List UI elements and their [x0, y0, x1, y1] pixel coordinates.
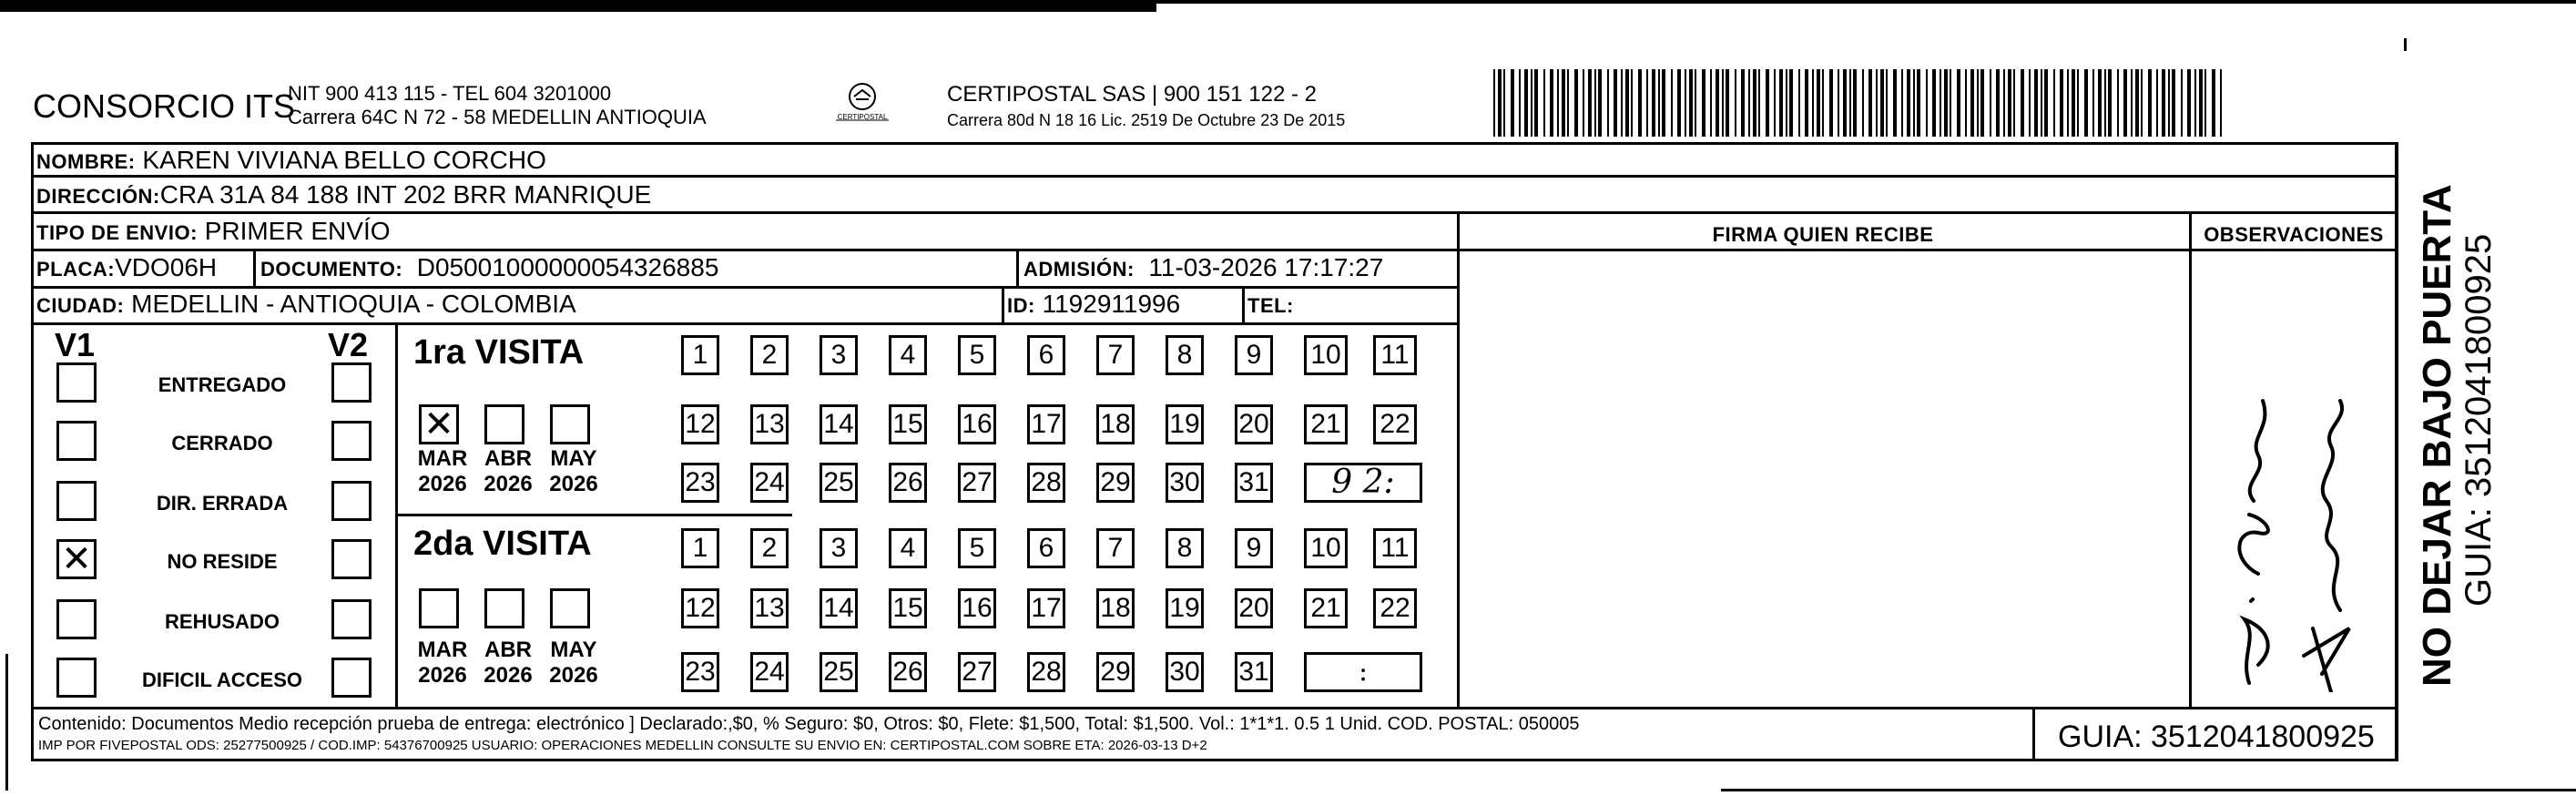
first-day-1[interactable]: 1: [681, 335, 719, 375]
status-label-5: DIFICIL ACCESO: [141, 668, 302, 691]
first-day-12[interactable]: 12: [681, 404, 719, 444]
company-info: [288, 82, 707, 129]
second-day-4[interactable]: 4: [889, 528, 927, 568]
carrier-license: Carrera 80d N 18 16 Lic. 2519 De Octubre 23 De 2015: [947, 111, 1346, 129]
id-row: [1007, 290, 1180, 321]
second-day-21[interactable]: 21: [1304, 588, 1348, 628]
second-month-label-1: [481, 638, 535, 689]
first-day-13[interactable]: 13: [750, 404, 789, 444]
second-day-26[interactable]: 26: [889, 652, 927, 692]
admision-value: 11-03-2026 17:17:27: [1148, 253, 1384, 281]
carrier-nit: CERTIPOSTAL SAS | 900 151 122 - 2: [947, 82, 1317, 107]
month-year: 2026: [484, 472, 533, 496]
second-day-27[interactable]: 27: [958, 652, 996, 692]
second-day-15[interactable]: 15: [889, 588, 927, 628]
first-day-4[interactable]: 4: [889, 335, 927, 375]
v1-checkbox-0[interactable]: [56, 362, 97, 403]
month-name: ABR: [484, 638, 532, 662]
first-day-2[interactable]: 2: [750, 335, 789, 375]
first-day-9[interactable]: 9: [1235, 335, 1273, 375]
month-name: MAY: [550, 638, 597, 662]
footer-content: Contenido: Documentos Medio recepción prueba de entrega: electrónico ] Declarado:,$0, % Seguro: $0, Otros: $0, Flete: $1,500, Total: $1,500. Vol.: 1*1*1. 0.5 1 Unid. COD. POSTAL: 050005: [38, 714, 1580, 734]
logo-text: CERTIPOSTAL: [837, 113, 888, 121]
ciudad-label: CIUDAD:: [36, 294, 125, 317]
v2-checkbox-1[interactable]: [331, 421, 372, 461]
first-day-11[interactable]: 11: [1373, 335, 1417, 375]
ciudad-row: [36, 290, 576, 321]
first-day-3[interactable]: 3: [820, 335, 858, 375]
v2-checkbox-2[interactable]: [331, 481, 372, 521]
barcode: [1493, 69, 2222, 137]
tel-row: [1247, 290, 1294, 321]
top-border-band: [0, 0, 1156, 12]
month-year: 2026: [418, 663, 467, 688]
v2-checkbox-5[interactable]: [331, 658, 372, 698]
first-day-19[interactable]: 19: [1166, 404, 1204, 444]
second-day-3[interactable]: 3: [820, 528, 858, 568]
month-name: ABR: [484, 446, 532, 471]
first-day-14[interactable]: 14: [820, 404, 858, 444]
first-month-checkbox-2[interactable]: [550, 404, 590, 444]
company-nit: NIT 900 413 115 - TEL 604 3201000: [288, 82, 612, 105]
v2-checkbox-3[interactable]: [331, 539, 372, 579]
company-address: Carrera 64C N 72 - 58 MEDELLIN ANTIOQUIA: [288, 106, 707, 128]
first-day-28[interactable]: 28: [1027, 463, 1065, 503]
v1-checkbox-1[interactable]: [56, 421, 97, 461]
direccion-row: [36, 180, 651, 211]
month-name: MAR: [417, 446, 468, 471]
second-day-24[interactable]: 24: [750, 652, 789, 692]
second-day-23[interactable]: 23: [681, 652, 719, 692]
status-label-0: ENTREGADO: [158, 373, 287, 396]
first-day-30[interactable]: 30: [1166, 463, 1204, 503]
second-day-22[interactable]: 22: [1373, 588, 1417, 628]
second-month-label-0: [415, 638, 470, 689]
documento-row: [260, 253, 718, 284]
second-day-10[interactable]: 10: [1304, 528, 1348, 568]
first-day-6[interactable]: 6: [1027, 335, 1065, 375]
second-day-14[interactable]: 14: [820, 588, 858, 628]
observaciones-label: OBSERVACIONES: [2204, 223, 2384, 246]
second-day-2[interactable]: 2: [750, 528, 789, 568]
month-year: 2026: [484, 663, 533, 688]
second-day-6[interactable]: 6: [1027, 528, 1065, 568]
second-month-label-2: [546, 638, 601, 689]
first-day-31[interactable]: 31: [1235, 463, 1273, 503]
month-year: 2026: [418, 472, 467, 496]
status-label-1: CERRADO: [171, 432, 273, 454]
second-month-checkbox-2[interactable]: [550, 588, 590, 628]
first-day-25[interactable]: 25: [820, 463, 858, 503]
first-day-21[interactable]: 21: [1304, 404, 1348, 444]
v1-check-mark: ✕: [61, 539, 92, 579]
direccion-label: DIRECCIÓN:: [36, 185, 160, 208]
month-year: 2026: [549, 663, 598, 688]
first-day-24[interactable]: 24: [750, 463, 789, 503]
second-day-30[interactable]: 30: [1166, 652, 1204, 692]
side-guia: GUIA: 3512041800925: [2459, 233, 2499, 607]
v2-checkbox-4[interactable]: [331, 599, 372, 639]
nombre-label: NOMBRE:: [36, 150, 136, 173]
second-month-checkbox-0[interactable]: [419, 588, 459, 628]
first-day-22[interactable]: 22: [1373, 404, 1417, 444]
first-day-5[interactable]: 5: [958, 335, 996, 375]
handwritten-signature: [2204, 364, 2386, 692]
v1-label: V1: [55, 326, 96, 363]
first-month-checkbox-1[interactable]: [484, 404, 524, 444]
second-day-28[interactable]: 28: [1027, 652, 1065, 692]
status-label-3: NO RESIDE: [167, 550, 278, 573]
first-day-29[interactable]: 29: [1096, 463, 1135, 503]
first-month-label-1: [481, 446, 535, 497]
first-day-20[interactable]: 20: [1235, 404, 1273, 444]
month-year: 2026: [549, 472, 598, 496]
first-month-label-2: [546, 446, 601, 497]
first-visit-title: 1ra VISITA: [413, 333, 585, 372]
status-label-4: REHUSADO: [165, 610, 280, 633]
carrier-info: [947, 82, 1345, 133]
v1-checkbox-3[interactable]: [56, 539, 97, 579]
placa-row: [36, 253, 217, 284]
month-name: MAR: [417, 638, 468, 662]
v1-checkbox-5[interactable]: [56, 658, 97, 698]
first-day-8[interactable]: 8: [1166, 335, 1204, 375]
bottom-edge-mark: [1721, 789, 2576, 791]
first-day-16[interactable]: 16: [958, 404, 996, 444]
direccion-value: CRA 31A 84 188 INT 202 BRR MANRIQUE: [159, 180, 652, 209]
left-edge-mark: [5, 654, 8, 791]
v2-checkbox-0[interactable]: [331, 362, 372, 403]
second-month-checkbox-1[interactable]: [484, 588, 524, 628]
v1-checkbox-4[interactable]: [56, 599, 97, 639]
second-visit-title: 2da VISITA: [413, 525, 592, 563]
tipo-label: TIPO DE ENVIO:: [36, 221, 198, 244]
admision-row: [1023, 253, 1383, 284]
first-month-checkbox-0[interactable]: [419, 404, 459, 444]
documento-value: D05001000000054326885: [416, 253, 719, 281]
second-day-5[interactable]: 5: [958, 528, 996, 568]
second-day-1[interactable]: 1: [681, 528, 719, 568]
first-day-10[interactable]: 10: [1304, 335, 1348, 375]
footer-print-info: IMP POR FIVEPOSTAL ODS: 25277500925 / COD.IMP: 54376700925 USUARIO: OPERACIONES MEDELLIN CONSULTE SU ENVIO EN: CERTIPOSTAL.COM SOBRE ETA: 2026-03-13 D+2: [38, 738, 1207, 753]
first-day-27[interactable]: 27: [958, 463, 996, 503]
first-time-box: 9 2:: [1304, 463, 1422, 503]
first-day-26[interactable]: 26: [889, 463, 927, 503]
admision-label: ADMISIÓN:: [1023, 258, 1135, 281]
nombre-row: [36, 146, 546, 177]
second-day-18[interactable]: 18: [1096, 588, 1135, 628]
certipostal-logo: [830, 80, 894, 133]
tel-label: TEL:: [1247, 294, 1294, 317]
footer-guia: GUIA: 3512041800925: [2058, 719, 2375, 754]
second-day-12[interactable]: 12: [681, 588, 719, 628]
first-day-17[interactable]: 17: [1027, 404, 1065, 444]
placa-label: PLACA:: [36, 258, 116, 281]
placa-value: VDO06H: [115, 253, 218, 281]
month-name: MAY: [550, 446, 597, 471]
firma-label: FIRMA QUIEN RECIBE: [1712, 223, 1934, 246]
top-border-band-thin: [1156, 0, 2576, 4]
second-day-17[interactable]: 17: [1027, 588, 1065, 628]
nombre-value: KAREN VIVIANA BELLO CORCHO: [142, 146, 546, 174]
first-day-15[interactable]: 15: [889, 404, 927, 444]
first-month-label-0: [415, 446, 470, 497]
company-name: CONSORCIO ITS: [33, 87, 296, 125]
tipo-row: [36, 217, 391, 248]
second-day-8[interactable]: 8: [1166, 528, 1204, 568]
first-day-7[interactable]: 7: [1096, 335, 1135, 375]
tipo-value: PRIMER ENVÍO: [204, 217, 391, 245]
second-day-7[interactable]: 7: [1096, 528, 1135, 568]
second-day-9[interactable]: 9: [1235, 528, 1273, 568]
second-day-31[interactable]: 31: [1235, 652, 1273, 692]
second-time-box: :: [1304, 652, 1422, 692]
second-day-29[interactable]: 29: [1096, 652, 1135, 692]
second-day-11[interactable]: 11: [1373, 528, 1417, 568]
month-check-mark: ✕: [423, 404, 454, 444]
first-day-23[interactable]: 23: [681, 463, 719, 503]
first-day-18[interactable]: 18: [1096, 404, 1135, 444]
second-day-25[interactable]: 25: [820, 652, 858, 692]
side-title: NO DEJAR BAJO PUERTA: [2415, 184, 2459, 687]
second-day-16[interactable]: 16: [958, 588, 996, 628]
tick-mark: [2404, 38, 2407, 51]
id-label: ID:: [1007, 294, 1035, 317]
ciudad-value: MEDELLIN - ANTIOQUIA - COLOMBIA: [131, 290, 576, 318]
documento-label: DOCUMENTO:: [260, 258, 403, 281]
v2-label: V2: [328, 326, 369, 363]
second-day-19[interactable]: 19: [1166, 588, 1204, 628]
status-label-2: DIR. ERRADA: [156, 492, 289, 515]
second-day-13[interactable]: 13: [750, 588, 789, 628]
v1-checkbox-2[interactable]: [56, 481, 97, 521]
second-day-20[interactable]: 20: [1235, 588, 1273, 628]
id-value: 1192911996: [1042, 290, 1181, 318]
